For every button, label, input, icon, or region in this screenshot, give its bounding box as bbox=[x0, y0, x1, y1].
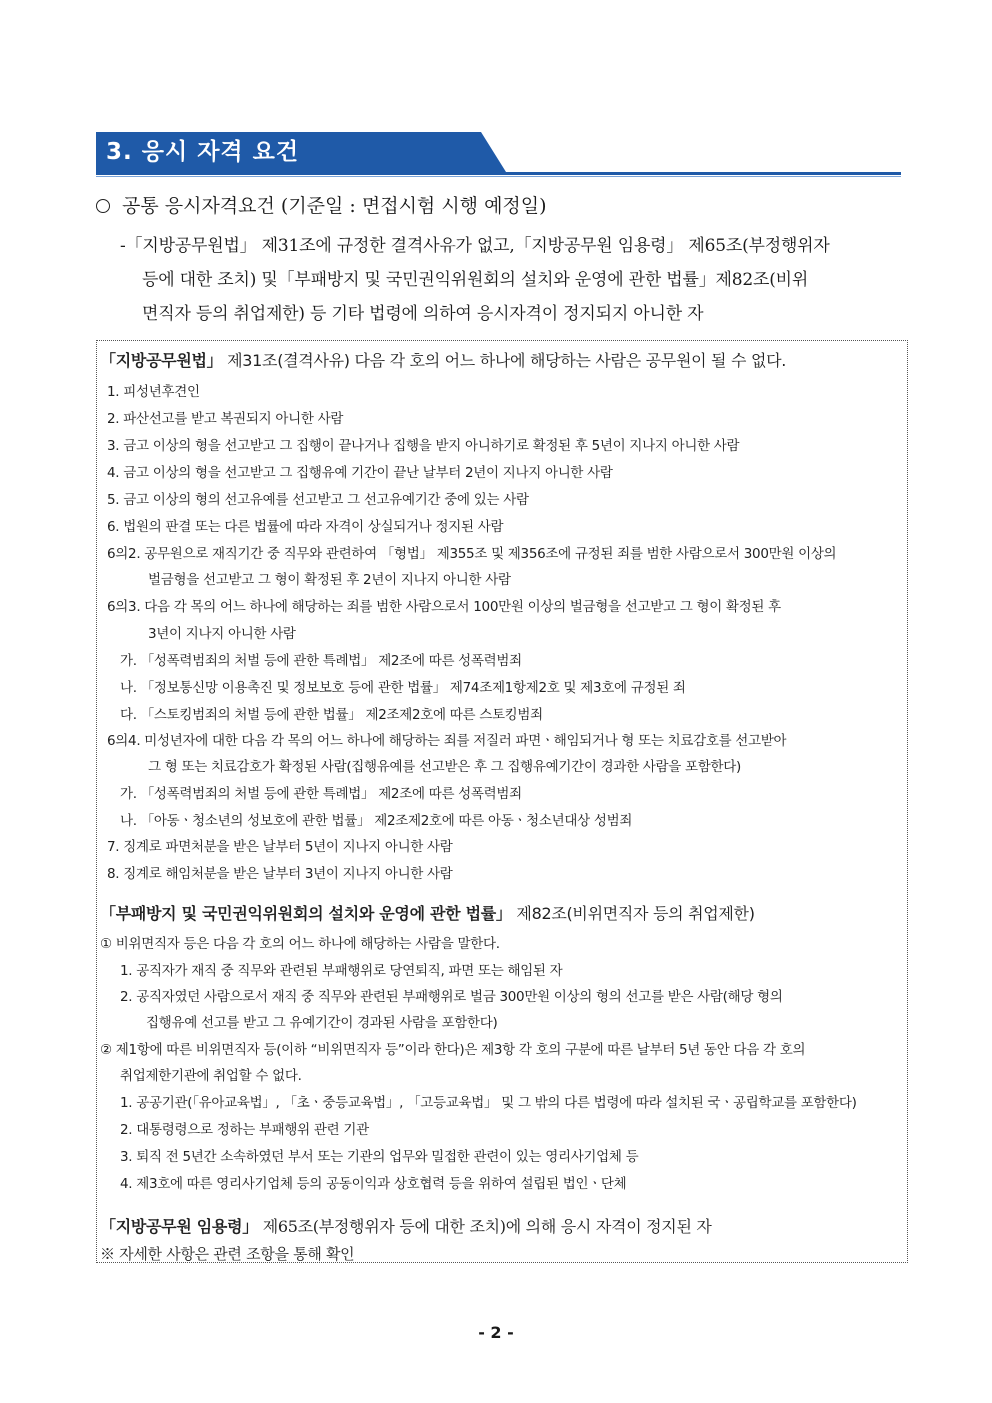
law1-name: 「지방공무원법」 bbox=[100, 351, 223, 370]
law1-item: 3. 금고 이상의 형을 선고받고 그 집행이 끝나거나 집행을 받지 아니하기로 확정된 후 5년이 지나지 아니한 사람 bbox=[107, 438, 740, 454]
sub-line-3: 면직자 등의 취업제한) 등 기타 법령에 의하여 응시자격이 정지되지 아니한 자 bbox=[142, 304, 704, 324]
bullet-common-requirements bbox=[96, 193, 547, 219]
law1-item-cont: 벌금형을 선고받고 그 형이 확정된 후 2년이 지나지 아니한 사람 bbox=[148, 572, 511, 588]
section-title: 3. 응시 자격 요건 bbox=[106, 139, 300, 165]
law1-subitem: 가. 「성폭력범죄의 처벌 등에 관한 특례법」 제2조에 따른 성폭력범죄 bbox=[120, 653, 522, 669]
law2-item: 1. 공공기관(「유아교육법」, 「초ㆍ중등교육법」, 「고등교육법」 및 그 밖의 다른 법령에 따라 설치된 국ㆍ공립학교를 포함한다) bbox=[120, 1095, 857, 1111]
law2-rest: 제82조(비위면직자 등의 취업제한) bbox=[511, 904, 755, 923]
law2-item: 3. 퇴직 전 5년간 소속하였던 부서 또는 기관의 업무와 밀접한 관련이 있는 영리사기업체 등 bbox=[120, 1149, 639, 1165]
law1-subitem: 나. 「정보통신망 이용촉진 및 정보보호 등에 관한 법률」 제74조제1항제2호 및 제3호에 규정된 죄 bbox=[120, 680, 686, 696]
law1-heading bbox=[100, 348, 786, 371]
law1-item: 6의4. 미성년자에 대한 다음 각 목의 어느 하나에 해당하는 죄를 저질러 파면ㆍ해임되거나 형 또는 치료감호를 선고받아 bbox=[107, 733, 787, 749]
law1-subitem: 다. 「스토킹범죄의 처벌 등에 관한 법률」 제2조제2호에 따른 스토킹범죄 bbox=[120, 707, 543, 723]
law2-item: 2. 대통령령으로 정하는 부패행위 관련 기관 bbox=[120, 1122, 369, 1138]
hollow-circle-icon bbox=[96, 199, 110, 213]
law3-rest: 제65조(부정행위자 등에 대한 조치)에 의해 응시 자격이 정지된 자 bbox=[257, 1217, 712, 1236]
page-number: - 2 - bbox=[478, 1323, 514, 1342]
law2-clause: ① 비위면직자 등은 다음 각 호의 어느 하나에 해당하는 사람을 말한다. bbox=[100, 936, 500, 952]
law2-clause: ② 제1항에 따른 비위면직자 등(이하 “비위면직자 등”이라 한다)은 제3항 각 호의 구분에 따른 날부터 5년 동안 다음 각 호의 bbox=[100, 1042, 806, 1058]
law2-name: 「부패방지 및 국민권익위원회의 설치와 운영에 관한 법률」 bbox=[100, 904, 512, 923]
law1-item: 2. 파산선고를 받고 복권되지 아니한 사람 bbox=[107, 411, 344, 427]
law3-name: 「지방공무원 임용령」 bbox=[100, 1217, 258, 1236]
law1-item: 4. 금고 이상의 형을 선고받고 그 집행유예 기간이 끝난 날부터 2년이 지나지 아니한 사람 bbox=[107, 465, 613, 481]
law1-item: 7. 징계로 파면처분을 받은 날부터 5년이 지나지 아니한 사람 bbox=[107, 839, 453, 855]
sub-line-1: -「지방공무원법」 제31조에 규정한 결격사유가 없고,「지방공무원 임용령」 제65조(부정행위자 bbox=[120, 236, 830, 256]
law1-item: 6의3. 다음 각 목의 어느 하나에 해당하는 죄를 범한 사람으로서 100만원 이상의 벌금형을 선고받고 그 형이 확정된 후 bbox=[107, 599, 781, 615]
law1-item: 8. 징계로 해임처분을 받은 날부터 3년이 지나지 아니한 사람 bbox=[107, 866, 453, 882]
law3-heading bbox=[100, 1214, 712, 1237]
header-underline bbox=[96, 172, 901, 175]
law2-heading bbox=[100, 901, 755, 924]
law2-item-cont: 집행유예 선고를 받고 그 유예기간이 경과된 사람을 포함한다) bbox=[146, 1015, 498, 1031]
law1-rest: 제31조(결격사유) 다음 각 호의 어느 하나에 해당하는 사람은 공무원이 될 수 없다. bbox=[222, 351, 787, 370]
law1-item: 6의2. 공무원으로 재직기간 중 직무와 관련하여 「형법」 제355조 및 제356조에 규정된 죄를 범한 사람으로서 300만원 이상의 bbox=[107, 546, 837, 562]
sub-line-2: 등에 대한 조치) 및「부패방지 및 국민권익위원회의 설치와 운영에 관한 법률」제82조(비위 bbox=[142, 270, 809, 290]
law1-item-cont: 3년이 지나지 아니한 사람 bbox=[148, 626, 296, 642]
law1-subitem: 나. 「아동ㆍ청소년의 성보호에 관한 법률」 제2조제2호에 따른 아동ㆍ청소년대상 성범죄 bbox=[120, 813, 633, 829]
law1-item: 6. 법원의 판결 또는 다른 법률에 따라 자격이 상실되거나 정지된 사람 bbox=[107, 519, 504, 535]
law1-subitem: 가. 「성폭력범죄의 처벌 등에 관한 특례법」 제2조에 따른 성폭력범죄 bbox=[120, 786, 522, 802]
section-header bbox=[96, 132, 901, 178]
law1-item: 5. 금고 이상의 형의 선고유예를 선고받고 그 선고유예기간 중에 있는 사람 bbox=[107, 492, 529, 508]
note-text: ※ 자세한 사항은 관련 조항을 통해 확인 bbox=[100, 1245, 355, 1263]
law2-clause-cont: 취업제한기관에 취업할 수 없다. bbox=[120, 1068, 302, 1084]
law2-item: 2. 공직자였던 사람으로서 재직 중 직무와 관련된 부패행위로 벌금 300만원 이상의 형의 선고를 받은 사람(해당 형의 bbox=[120, 989, 783, 1005]
law2-item: 1. 공직자가 재직 중 직무와 관련된 부패행위로 당연퇴직, 파면 또는 해임된 자 bbox=[120, 963, 563, 979]
bullet-text: 공통 응시자격요건 (기준일 : 면접시험 시행 예정일) bbox=[122, 195, 547, 217]
header-underline-thin bbox=[96, 176, 901, 177]
law2-item: 4. 제3호에 따른 영리사기업체 등의 공동이익과 상호협력 등을 위하여 설립된 법인ㆍ단체 bbox=[120, 1176, 627, 1192]
law1-item-cont: 그 형 또는 치료감호가 확정된 사람(집행유예를 선고받은 후 그 집행유예기간이 경과한 사람을 포함한다) bbox=[148, 759, 741, 775]
sub-paragraph bbox=[120, 229, 830, 331]
law1-item: 1. 피성년후견인 bbox=[107, 384, 200, 400]
